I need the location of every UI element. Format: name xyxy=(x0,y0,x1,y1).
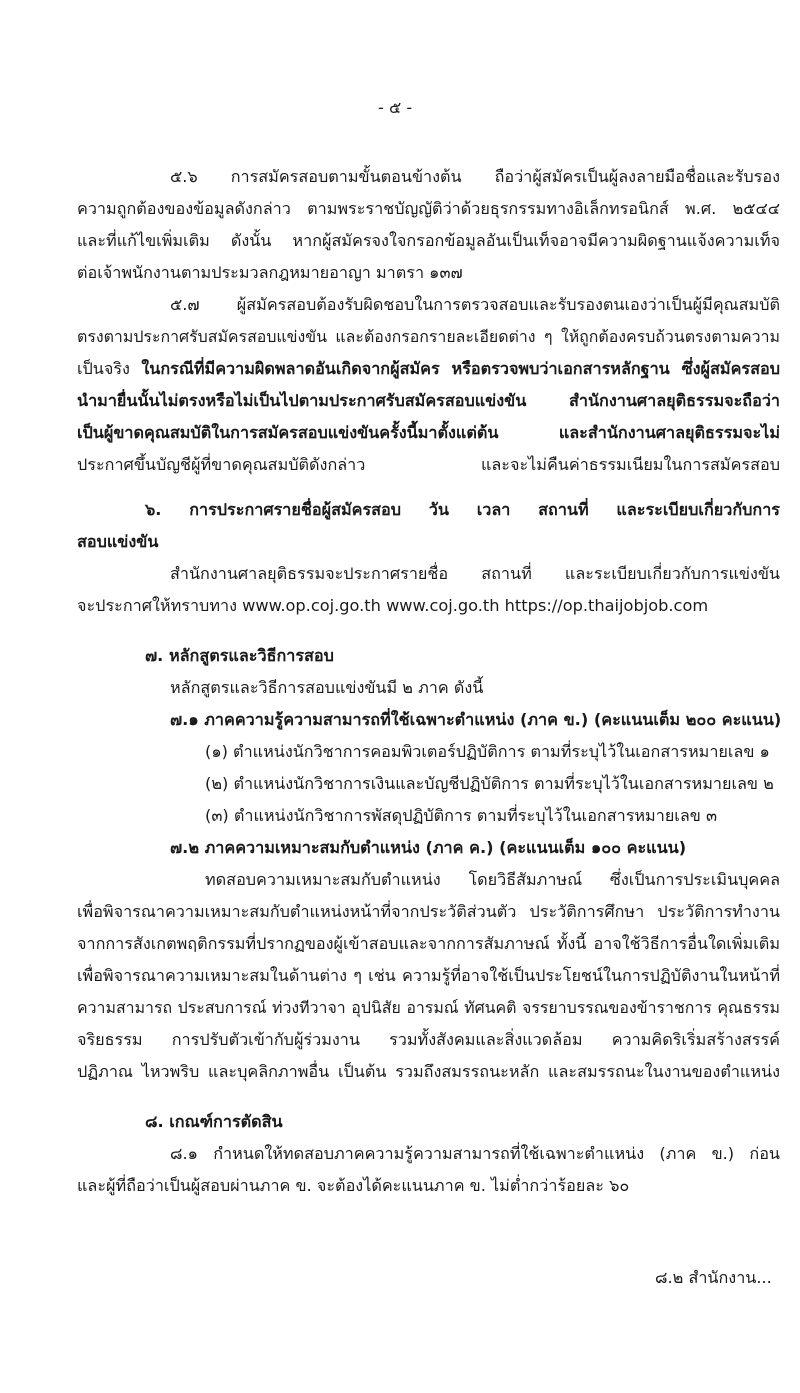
subsection-7-2-line-6: จริยธรรม การปรับตัวเข้ากับผู้ร่วมงาน รวมทั้งสังคมและสิ่งแวดล้อม ความคิดริเริ่มสร้างสรรค์ xyxy=(77,1030,780,1049)
subsection-7-2-line-4: เพื่อพิจารณาความเหมาะสมในด้านต่าง ๆ เช่น ความรู้ที่อาจใช้เป็นประโยชน์ในการปฏิบัติงานในหน้าที่ xyxy=(77,966,780,985)
clause-8-1-line-2: และผู้ที่ถือว่าเป็นผู้สอบผ่านภาค ข. จะต้องได้คะแนนภาค ข. ไม่ต่ำกว่าร้อยละ ๖๐ xyxy=(77,1176,630,1195)
section-6-heading-line-1: ๖. การประกาศรายชื่อผู้สมัครสอบ วัน เวลา สถานที่ และระเบียบเกี่ยวกับการ xyxy=(145,500,780,519)
subsection-7-2-line-1: ทดสอบความเหมาะสมกับตำแหน่ง โดยวิธีสัมภาษณ์ ซึ่งเป็นการประเมินบุคคล xyxy=(205,870,780,889)
clause-5-7-line-3-start: เป็นจริง xyxy=(77,359,142,378)
clause-5-7-line-5: เป็นผู้ขาดคุณสมบัติในการสมัครสอบแข่งขันครั้งนี้มาตั้งแต่ต้น และสำนักงานศาลยุติธรรมจะไม่ xyxy=(77,423,780,442)
clause-8-1-line-1: ๘.๑ กำหนดให้ทดสอบภาคความรู้ความสามารถที่ใช้เฉพาะตำแหน่ง (ภาค ข.) ก่อน xyxy=(170,1144,780,1163)
position-item-1: (๑) ตำแหน่งนักวิชาการคอมพิวเตอร์ปฏิบัติการ ตามที่ระบุไว้ในเอกสารหมายเลข ๑ xyxy=(205,742,770,761)
clause-5-7-line-4: นำมายื่นนั้นไม่ตรงหรือไม่เป็นไปตามประกาศรับสมัครสอบแข่งขัน สำนักงานศาลยุติธรรมจะถือว่า xyxy=(77,391,780,410)
clause-5-7-line-1: ๕.๗ ผู้สมัครสอบต้องรับผิดชอบในการตรวจสอบและรับรองตนเองว่าเป็นผู้มีคุณสมบัติ xyxy=(170,295,780,314)
section-7-intro: หลักสูตรและวิธีการสอบแข่งขันมี ๒ ภาค ดังนี้ xyxy=(170,678,484,697)
clause-5-7-line-2: ตรงตามประกาศรับสมัครสอบแข่งขัน และต้องกรอกรายละเอียดต่าง ๆ ให้ถูกต้องครบถ้วนตรงตามความ xyxy=(77,327,780,346)
subsection-7-2-line-3: จากการสังเกตพฤติกรรมที่ปรากฏของผู้เข้าสอบและจากการสัมภาษณ์ ทั้งนี้ อาจใช้วิธีการอื่นใดเพิ่มเติม xyxy=(77,934,780,953)
clause-5-6-line-4: ต่อเจ้าพนักงานตามประมวลกฎหมายอาญา มาตรา ๑๓๗ xyxy=(77,263,463,282)
subsection-7-2-line-7: ปฏิภาณ ไหวพริบ และบุคลิกภาพอื่น เป็นต้น รวมถึงสมรรถนะหลัก และสมรรถนะในงานของตำแหน่ง xyxy=(77,1062,780,1081)
section-6-para-line-2: จะประกาศให้ทราบทาง www.op.coj.go.th www.coj.go.th https://op.thaijobjob.com xyxy=(77,596,709,615)
page-number: - ๕ - xyxy=(378,98,413,117)
clause-5-7-line-3 xyxy=(77,357,780,381)
subsection-7-2-line-5: ความสามารถ ประสบการณ์ ท่วงทีวาจา อุปนิสัย อารมณ์ ทัศนคติ จรรยาบรรณของข้าราชการ คุณธรรม xyxy=(77,998,780,1017)
subsection-7-2-line-2: เพื่อพิจารณาความเหมาะสมกับตำแหน่งหน้าที่จากประวัติส่วนตัว ประวัติการศึกษา ประวัติการทำงาน xyxy=(77,902,780,921)
section-7-heading: ๗. หลักสูตรและวิธีการสอบ xyxy=(145,646,334,665)
subsection-7-1-heading: ๗.๑ ภาคความรู้ความสามารถที่ใช้เฉพาะตำแหน่ง (ภาค ข.) (คะแนนเต็ม ๒๐๐ คะแนน) xyxy=(170,710,782,729)
section-6-para-line-1: สำนักงานศาลยุติธรรมจะประกาศรายชื่อ สถานที่ และระเบียบเกี่ยวกับการแข่งขัน xyxy=(170,564,780,583)
clause-5-7-line-3-bold: ในกรณีที่มีความผิดพลาดอันเกิดจากผู้สมัคร หรือตรวจพบว่าเอกสารหลักฐาน ซึ่งผู้สมัครสอบ xyxy=(141,359,780,378)
position-item-3: (๓) ตำแหน่งนักวิชาการพัสดุปฏิบัติการ ตามที่ระบุไว้ในเอกสารหมายเลข ๓ xyxy=(205,806,718,825)
position-item-2: (๒) ตำแหน่งนักวิชาการเงินและบัญชีปฏิบัติการ ตามที่ระบุไว้ในเอกสารหมายเลข ๒ xyxy=(205,774,774,793)
section-8-heading: ๘. เกณฑ์การตัดสิน xyxy=(145,1112,283,1131)
clause-5-6-line-3: และที่แก้ไขเพิ่มเติม ดังนั้น หากผู้สมัครจงใจกรอกข้อมูลอันเป็นเท็จอาจมีความผิดฐานแจ้งความเท็จ xyxy=(77,231,780,250)
clause-5-6-line-1: ๕.๖ การสมัครสอบตามขั้นตอนข้างต้น ถือว่าผู้สมัครเป็นผู้ลงลายมือชื่อและรับรอง xyxy=(170,167,780,186)
clause-5-6-line-2: ความถูกต้องของข้อมูลดังกล่าว ตามพระราชบัญญัติว่าด้วยธุรกรรมทางอิเล็กทรอนิกส์ พ.ศ. ๒๕๔๔ xyxy=(77,199,780,218)
section-6-heading-line-2: สอบแข่งขัน xyxy=(77,532,159,551)
clause-5-7-line-6: ประกาศขึ้นบัญชีผู้ที่ขาดคุณสมบัติดังกล่าว และจะไม่คืนค่าธรรมเนียมในการสมัครสอบ xyxy=(77,455,780,474)
continuation-footer: ๘.๒ สำนักงาน... xyxy=(655,1268,772,1287)
subsection-7-2-heading: ๗.๒ ภาคความเหมาะสมกับตำแหน่ง (ภาค ค.) (คะแนนเต็ม ๑๐๐ คะแนน) xyxy=(170,838,687,857)
